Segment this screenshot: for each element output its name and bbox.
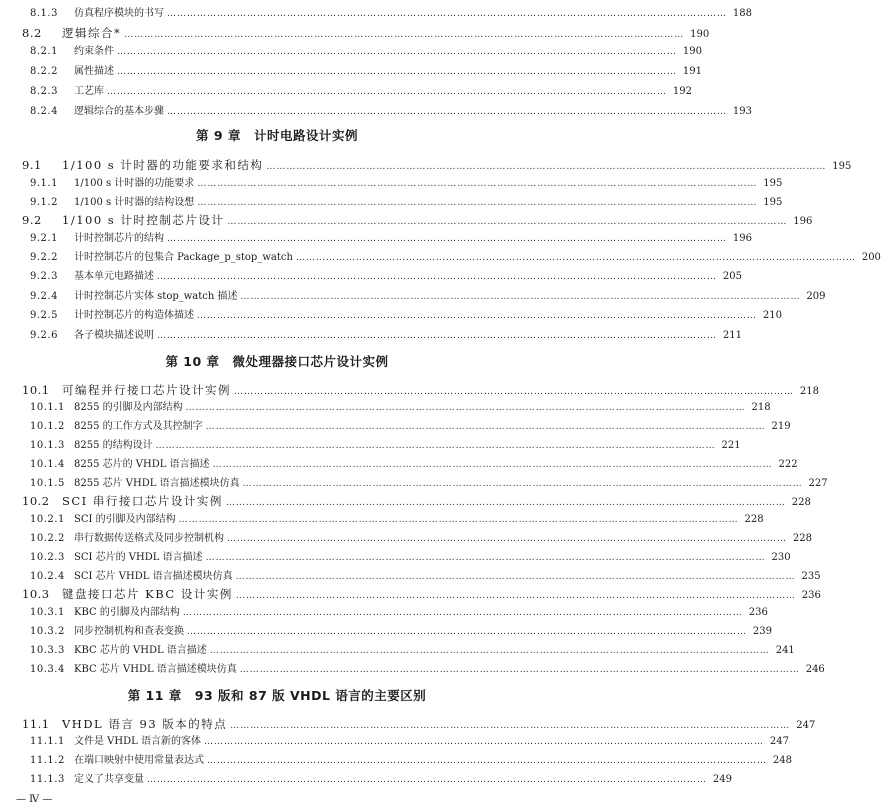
section-number: 10.3.2 — [30, 626, 65, 637]
page-number: 188 — [732, 8, 752, 19]
toc-subsection[interactable] — [30, 176, 783, 192]
section-number: 9.2.6 — [30, 330, 58, 341]
dot-leader: …………………………………………………………………………………………………………………………………………………… — [157, 331, 717, 341]
page-number: 193 — [732, 106, 752, 117]
dot-leader: …………………………………………………………………………………………………………………………………………………… — [197, 311, 757, 321]
page-footer: — Ⅳ — — [16, 794, 53, 805]
section-title: 计时控制芯片的结构 — [74, 233, 164, 244]
section-title: 基本单元电路描述 — [74, 271, 154, 282]
dot-leader: …………………………………………………………………………………………………………………………………………………… — [167, 107, 727, 117]
dot-leader: …………………………………………………………………………………………………………………………………………………… — [266, 162, 827, 172]
dot-leader: …………………………………………………………………………………………………………………………………………………… — [178, 515, 739, 525]
toc-section[interactable] — [22, 715, 816, 733]
page-number: 196 — [732, 233, 752, 244]
toc-subsection[interactable] — [30, 457, 798, 473]
toc-subsection[interactable] — [30, 643, 795, 659]
dot-leader: …………………………………………………………………………………………………………………………………………………… — [235, 572, 796, 582]
page-number: 247 — [796, 720, 816, 731]
toc-subsection[interactable] — [30, 400, 771, 416]
dot-leader: …………………………………………………………………………………………………………………………………………………… — [230, 721, 791, 731]
dot-leader: …………………………………………………………………………………………………………………………………………………… — [182, 608, 743, 618]
section-number: 8.2.1 — [30, 46, 58, 57]
page-number: 235 — [801, 571, 821, 582]
dot-leader: …………………………………………………………………………………………………………………………………………………… — [197, 179, 758, 189]
dot-leader: …………………………………………………………………………………………………………………………………………………… — [225, 498, 786, 508]
page-number: 239 — [752, 626, 772, 637]
section-number: 8.2.4 — [30, 106, 58, 117]
section-title: SCI 串行接口芯片设计实例 — [62, 494, 223, 508]
dot-leader: …………………………………………………………………………………………………………………………………………………… — [227, 534, 787, 544]
chapter-heading: 第 9 章 计时电路设计实例 — [196, 128, 358, 143]
dot-leader: …………………………………………………………………………………………………………………………………………………… — [203, 737, 764, 747]
dot-leader: …………………………………………………………………………………………………………………………………………………… — [147, 775, 707, 785]
page-number: 191 — [682, 66, 702, 77]
section-number: 10.1.2 — [30, 421, 65, 432]
section-title: 1/100 s 计时器的功能要求 — [74, 178, 195, 189]
dot-leader: …………………………………………………………………………………………………………………………………………………… — [107, 87, 667, 97]
toc-section[interactable] — [22, 211, 813, 229]
section-number: 9.2.3 — [30, 271, 58, 282]
section-title: 8255 的引脚及内部结构 — [74, 402, 183, 413]
page-number: 228 — [744, 514, 764, 525]
dot-leader: …………………………………………………………………………………………………………………………………………………… — [205, 422, 766, 432]
toc-section[interactable] — [22, 24, 710, 42]
page-number: 246 — [805, 664, 825, 675]
toc-subsection[interactable] — [30, 104, 752, 120]
toc-subsection[interactable] — [30, 289, 826, 305]
section-title: 键盘接口芯片 KBC 设计实例 — [62, 587, 233, 601]
page-number: 228 — [792, 533, 812, 544]
section-title: 计时控制芯片的构造体描述 — [74, 310, 194, 321]
page-number: 241 — [775, 645, 795, 656]
toc-subsection[interactable] — [30, 308, 782, 324]
section-number: 10.2 — [22, 494, 50, 508]
page-number: 190 — [690, 29, 710, 40]
section-title: 在端口映射中使用常量表达式 — [74, 755, 204, 766]
dot-leader: …………………………………………………………………………………………………………………………………………………… — [240, 292, 801, 302]
section-title: SCI 芯片 VHDL 语言描述模块仿真 — [74, 571, 233, 582]
dot-leader: …………………………………………………………………………………………………………………………………………………… — [209, 646, 770, 656]
page-number: 195 — [832, 161, 852, 172]
page-number: 219 — [771, 421, 791, 432]
section-number: 10.3.4 — [30, 664, 65, 675]
page-number: 228 — [791, 497, 811, 508]
page-number: 218 — [751, 402, 771, 413]
section-title: VHDL 语言 93 版本的特点 — [62, 717, 228, 731]
section-title: 8255 的工作方式及其控制字 — [74, 421, 203, 432]
toc-subsection[interactable] — [30, 476, 828, 492]
section-number: 9.1.2 — [30, 197, 58, 208]
section-title: 1/100 s 计时器的功能要求和结构 — [62, 158, 264, 172]
section-number: 10.1.3 — [30, 440, 65, 451]
section-number: 11.1.1 — [30, 736, 65, 747]
section-title: 计时控制芯片实体 stop_watch 描述 — [74, 291, 238, 302]
section-number: 9.1 — [22, 158, 42, 172]
dot-leader: …………………………………………………………………………………………………………………………………………………… — [295, 253, 856, 263]
toc-subsection[interactable] — [30, 44, 702, 60]
toc-subsection[interactable] — [30, 6, 752, 22]
dot-leader: …………………………………………………………………………………………………………………………………………………… — [207, 756, 767, 766]
toc-section[interactable] — [22, 492, 811, 510]
section-title: 1/100 s 计时器的结构设想 — [74, 197, 195, 208]
dot-leader: …………………………………………………………………………………………………………………………………………………… — [185, 403, 746, 413]
toc-subsection[interactable] — [30, 195, 783, 211]
section-title: KBC 芯片的 VHDL 语言描述 — [74, 645, 207, 656]
section-number: 9.1.1 — [30, 178, 58, 189]
toc-subsection[interactable] — [30, 624, 772, 640]
dot-leader: …………………………………………………………………………………………………………………………………………………… — [167, 234, 727, 244]
toc-subsection[interactable] — [30, 84, 692, 100]
toc-subsection[interactable] — [30, 328, 742, 344]
section-title: SCI 的引脚及内部结构 — [74, 514, 176, 525]
section-title: 串行数据传送格式及同步控制机构 — [74, 533, 224, 544]
section-title: 定义了共享变量 — [74, 774, 144, 785]
toc-section[interactable] — [22, 156, 852, 174]
dot-leader: …………………………………………………………………………………………………………………………………………………… — [212, 460, 773, 470]
dot-leader: …………………………………………………………………………………………………………………………………………………… — [205, 553, 766, 563]
toc-subsection[interactable] — [30, 550, 791, 566]
section-number: 8.2.2 — [30, 66, 58, 77]
section-number: 11.1.2 — [30, 755, 65, 766]
section-title: 各子模块描述说明 — [74, 330, 154, 341]
toc-subsection[interactable] — [30, 734, 789, 750]
page-number: 192 — [672, 86, 692, 97]
dot-leader: …………………………………………………………………………………………………………………………………………………… — [227, 217, 788, 227]
page-number: 195 — [763, 178, 783, 189]
toc-subsection[interactable] — [30, 419, 791, 435]
page-number: 218 — [799, 386, 819, 397]
toc-subsection[interactable] — [30, 250, 881, 266]
page-number: 247 — [769, 736, 789, 747]
page-number: 205 — [722, 271, 742, 282]
section-title: 仿真程序模块的书写 — [74, 8, 164, 19]
toc-subsection[interactable] — [30, 753, 792, 769]
toc-section[interactable] — [22, 381, 819, 399]
section-title: 可编程并行接口芯片设计实例 — [62, 383, 231, 397]
section-number: 10.2.2 — [30, 533, 65, 544]
section-number: 10.2.4 — [30, 571, 65, 582]
dot-leader: …………………………………………………………………………………………………………………………………………………… — [239, 665, 800, 675]
section-number: 10.3.3 — [30, 645, 65, 656]
toc-section[interactable] — [22, 585, 821, 603]
toc-subsection[interactable] — [30, 64, 702, 80]
section-title: 逻辑综合的基本步骤 — [74, 106, 164, 117]
section-title: 8255 芯片的 VHDL 语言描述 — [74, 459, 210, 470]
section-title: 属性描述 — [74, 66, 114, 77]
section-number: 8.2.3 — [30, 86, 58, 97]
section-number: 8.2 — [22, 26, 42, 40]
page-number: 227 — [808, 478, 828, 489]
section-number: 10.1.4 — [30, 459, 65, 470]
toc-subsection[interactable] — [30, 269, 742, 285]
section-title: 同步控制机构和查表变换 — [74, 626, 184, 637]
section-title: 8255 芯片 VHDL 语言描述模块仿真 — [74, 478, 240, 489]
section-number: 9.2.5 — [30, 310, 58, 321]
toc-subsection[interactable] — [30, 662, 825, 678]
toc-subsection[interactable] — [30, 531, 812, 547]
section-title: SCI 芯片的 VHDL 语言描述 — [74, 552, 203, 563]
page-number: 236 — [748, 607, 768, 618]
section-number: 9.2.4 — [30, 291, 58, 302]
section-title: 文件是 VHDL 语言新的客体 — [74, 736, 201, 747]
page-number: 211 — [722, 330, 742, 341]
section-number: 10.2.1 — [30, 514, 65, 525]
page-number: 249 — [712, 774, 732, 785]
section-number: 10.1.5 — [30, 478, 65, 489]
section-number: 10.3.1 — [30, 607, 65, 618]
section-number: 8.1.3 — [30, 8, 58, 19]
section-number: 9.2.2 — [30, 252, 58, 263]
chapter-heading: 第 11 章 93 版和 87 版 VHDL 语言的主要区别 — [127, 688, 427, 703]
dot-leader: …………………………………………………………………………………………………………………………………………………… — [117, 47, 677, 57]
section-number: 10.1.1 — [30, 402, 65, 413]
toc-subsection[interactable] — [30, 569, 821, 585]
section-title: 1/100 s 计时控制芯片设计 — [62, 213, 225, 227]
section-number: 9.2.1 — [30, 233, 58, 244]
page-number: 236 — [801, 590, 821, 601]
toc-subsection[interactable] — [30, 231, 752, 247]
dot-leader: …………………………………………………………………………………………………………………………………………………… — [117, 67, 677, 77]
page-number: 221 — [721, 440, 741, 451]
section-number: 10.1 — [22, 383, 50, 397]
chapter-heading: 第 10 章 微处理器接口芯片设计实例 — [165, 354, 389, 369]
dot-leader: …………………………………………………………………………………………………………………………………………………… — [235, 591, 796, 601]
section-number: 9.2 — [22, 213, 42, 227]
section-title: KBC 芯片 VHDL 语言描述模块仿真 — [74, 664, 237, 675]
section-number: 11.1 — [22, 717, 50, 731]
section-number: 11.1.3 — [30, 774, 65, 785]
page-number: 195 — [763, 197, 783, 208]
section-title: 逻辑综合* — [62, 26, 122, 40]
dot-leader: …………………………………………………………………………………………………………………………………………………… — [155, 441, 716, 451]
dot-leader: …………………………………………………………………………………………………………………………………………………… — [167, 9, 727, 19]
page-number: 222 — [778, 459, 798, 470]
dot-leader: …………………………………………………………………………………………………………………………………………………… — [234, 387, 794, 397]
dot-leader: …………………………………………………………………………………………………………………………………………………… — [157, 272, 717, 282]
section-number: 10.3 — [22, 587, 50, 601]
dot-leader: …………………………………………………………………………………………………………………………………………………… — [197, 198, 758, 208]
page-number: 210 — [762, 310, 782, 321]
page-number: 230 — [771, 552, 791, 563]
page-number: 190 — [682, 46, 702, 57]
toc-subsection[interactable] — [30, 512, 764, 528]
dot-leader: …………………………………………………………………………………………………………………………………………………… — [124, 30, 685, 40]
dot-leader: …………………………………………………………………………………………………………………………………………………… — [187, 627, 747, 637]
page-number: 209 — [806, 291, 826, 302]
toc-subsection[interactable] — [30, 438, 741, 454]
toc-subsection[interactable] — [30, 605, 768, 621]
dot-leader: …………………………………………………………………………………………………………………………………………………… — [242, 479, 803, 489]
page-number: 200 — [861, 252, 881, 263]
section-title: 工艺库 — [74, 86, 104, 97]
toc-subsection[interactable] — [30, 772, 732, 788]
section-title: 8255 的结构设计 — [74, 440, 153, 451]
section-title: 约束条件 — [74, 46, 114, 57]
section-title: KBC 的引脚及内部结构 — [74, 607, 180, 618]
section-title: 计时控制芯片的包集合 Package_p_stop_watch — [74, 252, 293, 263]
page-number: 196 — [793, 216, 813, 227]
page-number: 248 — [772, 755, 792, 766]
section-number: 10.2.3 — [30, 552, 65, 563]
